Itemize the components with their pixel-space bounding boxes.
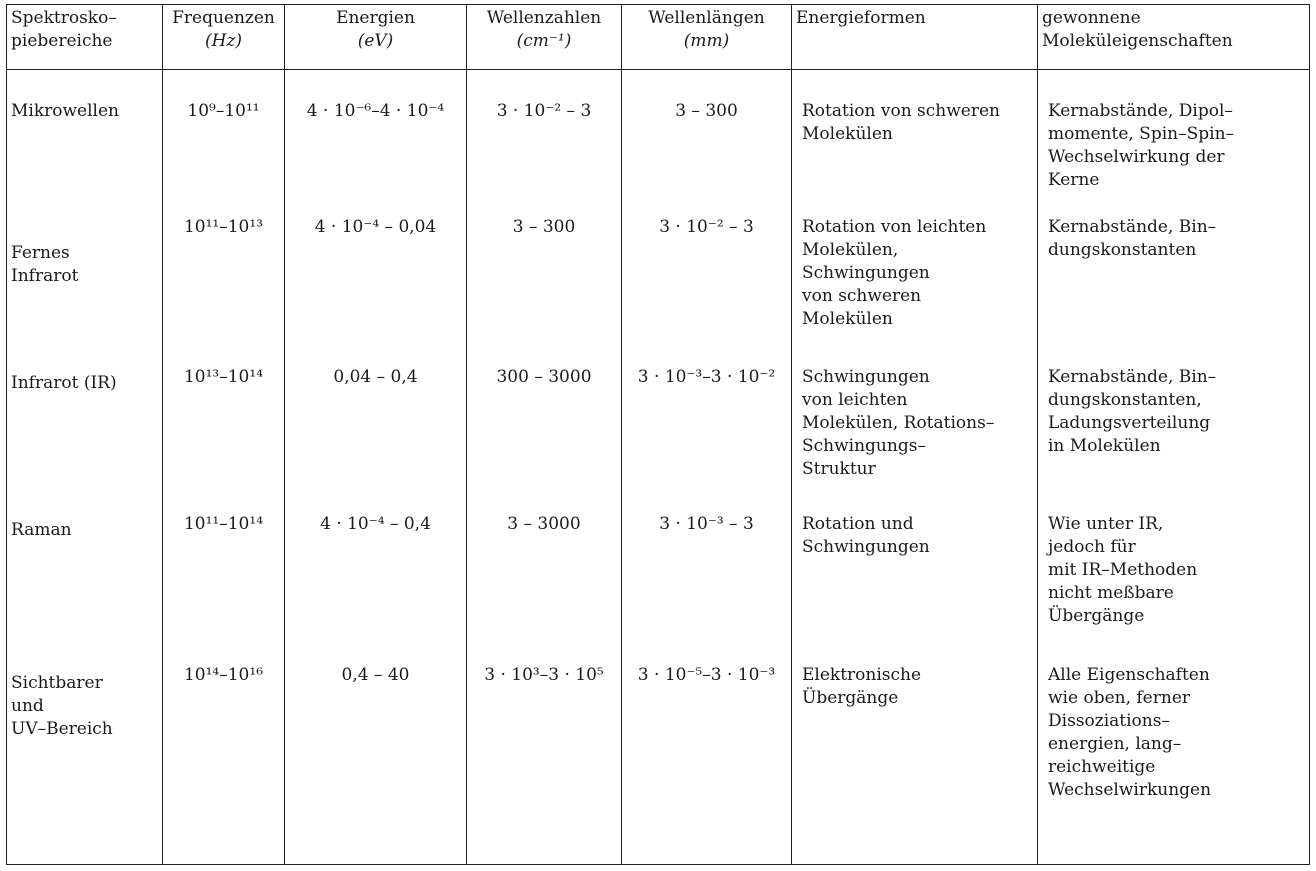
properties-line: jedoch für xyxy=(1048,537,1136,557)
region-line: Mikrowellen xyxy=(11,101,120,121)
energy-forms-line: Molekülen, xyxy=(802,240,899,260)
energy-forms-cell xyxy=(792,192,1038,342)
energy-forms-line: Elektronische xyxy=(802,665,922,685)
wavenumber-cell: 3 · 10⁻² – 3 xyxy=(467,70,622,193)
header-frequency-unit: (Hz) xyxy=(204,31,243,51)
properties-line: Kerne xyxy=(1048,170,1100,190)
header-energy-forms xyxy=(792,5,1038,70)
properties-line: Alle Eigenschaften xyxy=(1048,665,1210,685)
energy-forms-cell xyxy=(792,489,1038,640)
region-line: UV–Bereich xyxy=(11,719,113,739)
energy-forms-cell xyxy=(792,640,1038,865)
energy-cell: 4 · 10⁻⁶–4 · 10⁻⁴ xyxy=(285,70,467,193)
header-wavelength-unit: (mm) xyxy=(683,31,730,51)
properties-cell xyxy=(1038,70,1310,193)
energy-forms-line: Übergänge xyxy=(802,688,899,708)
table-header xyxy=(7,5,1310,70)
properties-line: Wie unter IR, xyxy=(1048,514,1164,534)
header-region-line-1: Spektrosko– xyxy=(11,8,117,28)
properties-line: Kernabstände, Dipol– xyxy=(1048,101,1233,121)
spectroscopy-table xyxy=(6,4,1310,865)
properties-cell xyxy=(1038,489,1310,640)
region-line: Raman xyxy=(11,520,72,540)
properties-line: momente, Spin–Spin– xyxy=(1048,124,1235,144)
header-wavenumber-unit: (cm⁻¹) xyxy=(516,31,572,51)
header-properties-line-2: Moleküleigenschaften xyxy=(1042,31,1233,51)
region-line: Infrarot xyxy=(11,266,79,286)
wavelength-cell: 3 · 10⁻⁵–3 · 10⁻³ xyxy=(622,640,792,865)
properties-line: dungskonstanten xyxy=(1048,240,1197,260)
energy-forms-line: Rotation von schweren xyxy=(802,101,1000,121)
wavelength-cell: 3 · 10⁻³ – 3 xyxy=(622,489,792,640)
energy-forms-cell xyxy=(792,342,1038,489)
header-wavelength xyxy=(622,5,792,70)
properties-line: Kernabstände, Bin– xyxy=(1048,217,1217,237)
header-wavelength-label: Wellenlängen xyxy=(648,8,765,28)
frequency-cell: 10¹¹–10¹⁴ xyxy=(163,489,285,640)
frequency-cell: 10¹⁴–10¹⁶ xyxy=(163,640,285,865)
header-energy xyxy=(285,5,467,70)
properties-cell xyxy=(1038,342,1310,489)
table-row xyxy=(7,70,1310,193)
wavelength-cell: 3 · 10⁻³–3 · 10⁻² xyxy=(622,342,792,489)
energy-forms-line: Struktur xyxy=(802,459,876,479)
header-wavenumber xyxy=(467,5,622,70)
frequency-cell: 10⁹–10¹¹ xyxy=(163,70,285,193)
properties-line: Übergänge xyxy=(1048,606,1145,626)
wavenumber-cell: 3 – 3000 xyxy=(467,489,622,640)
properties-line: Wechselwirkungen xyxy=(1048,780,1212,800)
frequency-cell: 10¹³–10¹⁴ xyxy=(163,342,285,489)
header-properties xyxy=(1038,5,1310,70)
energy-forms-line: Molekülen xyxy=(802,124,893,144)
energy-cell: 4 · 10⁻⁴ – 0,04 xyxy=(285,192,467,342)
region-cell xyxy=(7,489,163,640)
header-region xyxy=(7,5,163,70)
header-energy-label: Energien xyxy=(336,8,415,28)
wavenumber-cell: 300 – 3000 xyxy=(467,342,622,489)
energy-forms-line: Rotation von leichten xyxy=(802,217,987,237)
properties-line: wie oben, ferner xyxy=(1048,688,1191,708)
properties-cell xyxy=(1038,640,1310,865)
energy-forms-line: Schwingungen xyxy=(802,367,930,387)
frequency-cell: 10¹¹–10¹³ xyxy=(163,192,285,342)
energy-forms-line: von schweren xyxy=(802,286,922,306)
properties-line: dungskonstanten, xyxy=(1048,390,1202,410)
table-body xyxy=(7,70,1310,865)
energy-cell: 4 · 10⁻⁴ – 0,4 xyxy=(285,489,467,640)
energy-forms-cell xyxy=(792,70,1038,193)
header-frequency-label: Frequenzen xyxy=(172,8,275,28)
table-row xyxy=(7,640,1310,865)
energy-forms-line: Molekülen, Rotations– xyxy=(802,413,995,433)
header-energy-unit: (eV) xyxy=(357,31,394,51)
region-line: Infrarot (IR) xyxy=(11,373,117,393)
properties-cell xyxy=(1038,192,1310,342)
region-cell xyxy=(7,70,163,193)
properties-line: nicht meßbare xyxy=(1048,583,1174,603)
region-line: und xyxy=(11,696,44,716)
energy-forms-line: Molekülen xyxy=(802,309,893,329)
table-row xyxy=(7,342,1310,489)
energy-forms-line: Schwingungen xyxy=(802,263,930,283)
header-energy-forms-label: Energieformen xyxy=(796,8,926,28)
region-line: Sichtbarer xyxy=(11,673,103,693)
energy-cell: 0,4 – 40 xyxy=(285,640,467,865)
properties-line: in Molekülen xyxy=(1048,436,1161,456)
header-row xyxy=(7,5,1310,70)
region-cell xyxy=(7,342,163,489)
header-wavenumber-label: Wellenzahlen xyxy=(486,8,602,28)
wavelength-cell: 3 – 300 xyxy=(622,70,792,193)
energy-forms-line: Rotation und xyxy=(802,514,914,534)
header-frequency xyxy=(163,5,285,70)
properties-line: Ladungsverteilung xyxy=(1048,413,1211,433)
region-cell xyxy=(7,640,163,865)
region-line: Fernes xyxy=(11,243,70,263)
wavelength-cell: 3 · 10⁻² – 3 xyxy=(622,192,792,342)
energy-forms-line: Schwingungs– xyxy=(802,436,926,456)
energy-forms-line: Schwingungen xyxy=(802,537,930,557)
header-properties-line-1: gewonnene xyxy=(1042,8,1141,28)
region-cell xyxy=(7,192,163,342)
properties-line: Kernabstände, Bin– xyxy=(1048,367,1217,387)
properties-line: mit IR–Methoden xyxy=(1048,560,1198,580)
header-region-line-2: piebereiche xyxy=(11,31,113,51)
table-row xyxy=(7,489,1310,640)
properties-line: reichweitige xyxy=(1048,757,1156,777)
table-row xyxy=(7,192,1310,342)
energy-cell: 0,04 – 0,4 xyxy=(285,342,467,489)
wavenumber-cell: 3 – 300 xyxy=(467,192,622,342)
properties-line: Dissoziations– xyxy=(1048,711,1170,731)
wavenumber-cell: 3 · 10³–3 · 10⁵ xyxy=(467,640,622,865)
energy-forms-line: von leichten xyxy=(802,390,908,410)
properties-line: energien, lang– xyxy=(1048,734,1182,754)
properties-line: Wechselwirkung der xyxy=(1048,147,1225,167)
